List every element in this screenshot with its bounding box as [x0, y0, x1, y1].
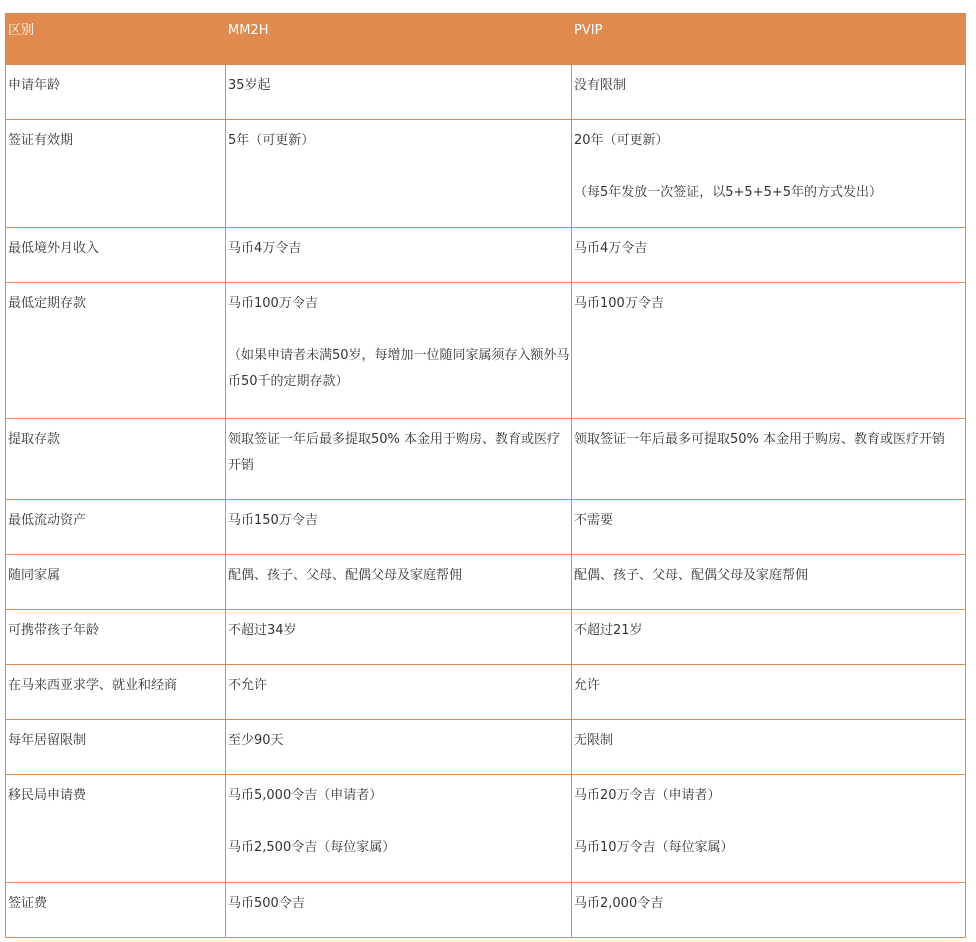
- cell-pvip-text: 不超过21岁: [574, 623, 643, 638]
- cell-mm2h: [226, 665, 572, 720]
- table-row: [6, 610, 966, 665]
- cell-label: [6, 555, 226, 610]
- cell-mm2h-text: 不超过34岁: [228, 623, 297, 638]
- cell-pvip-text: 配偶、孩子、父母、配偶父母及家庭帮佣: [574, 568, 809, 583]
- cell-pvip-text: 马币4万令吉: [574, 241, 648, 256]
- header-cell-pvip: PVIP: [572, 14, 966, 65]
- cell-pvip: [572, 665, 966, 720]
- table-row: [6, 775, 966, 883]
- cell-mm2h-text: 至少90天: [228, 733, 284, 748]
- cell-label-text: 随同家属: [8, 568, 61, 583]
- cell-mm2h-text: 5年（可更新）: [228, 133, 315, 148]
- cell-label-text: 最低境外月收入: [8, 241, 100, 256]
- paragraph-gap: [574, 809, 965, 835]
- cell-label-text: 最低定期存款: [8, 296, 87, 311]
- cell-pvip-text: 无限制: [574, 733, 614, 748]
- cell-mm2h-text: 马币4万令吉: [228, 241, 302, 256]
- table-row: [6, 283, 966, 419]
- cell-pvip-text: 马币100万令吉: [574, 296, 664, 311]
- cell-label-text: 签证有效期: [8, 133, 74, 148]
- cell-mm2h: [226, 228, 572, 283]
- cell-mm2h: [226, 720, 572, 775]
- table-row: [6, 120, 966, 228]
- cell-label: [6, 775, 226, 883]
- cell-mm2h-text: 不允许: [228, 678, 268, 693]
- cell-mm2h-text: 马币2,500令吉（每位家属）: [228, 840, 396, 855]
- cell-label: [6, 283, 226, 419]
- cell-pvip-text: 马币10万令吉（每位家属）: [574, 840, 734, 855]
- cell-pvip-text: 领取签证一年后最多可提取50% 本金用于购房、教育或医疗开销: [574, 432, 946, 447]
- table-row: [6, 419, 966, 500]
- cell-mm2h-text: 马币5,000令吉（申请者）: [228, 788, 383, 803]
- cell-pvip: [572, 500, 966, 555]
- cell-mm2h: [226, 65, 572, 120]
- cell-mm2h: [226, 500, 572, 555]
- cell-mm2h-text: 配偶、孩子、父母、配偶父母及家庭帮佣: [228, 568, 463, 583]
- cell-label-text: 提取存款: [8, 432, 61, 447]
- cell-mm2h-text: 马币500令吉: [228, 896, 305, 911]
- paragraph-gap: [228, 809, 571, 835]
- cell-label: [6, 419, 226, 500]
- cell-pvip-text: 20年（可更新）: [574, 133, 669, 148]
- cell-pvip: [572, 720, 966, 775]
- cell-label: [6, 65, 226, 120]
- cell-mm2h: [226, 775, 572, 883]
- table-row: [6, 720, 966, 775]
- cell-mm2h: [226, 883, 572, 938]
- cell-pvip-text: 没有限制: [574, 78, 627, 93]
- cell-mm2h-text: （如果申请者未满50岁，每增加一位随同家属须存入额外马币50千的定期存款）: [228, 348, 570, 389]
- cell-pvip-text: 不需要: [574, 513, 614, 528]
- table-row: [6, 883, 966, 938]
- cell-pvip: [572, 283, 966, 419]
- cell-label-text: 每年居留限制: [8, 733, 87, 748]
- cell-mm2h-text: 马币150万令吉: [228, 513, 318, 528]
- header-cell-mm2h: MM2H: [226, 14, 572, 65]
- cell-label: [6, 610, 226, 665]
- cell-label: [6, 883, 226, 938]
- cell-mm2h-text: 35岁起: [228, 78, 271, 93]
- cell-label-text: 最低流动资产: [8, 513, 87, 528]
- cell-pvip: [572, 228, 966, 283]
- table-row: [6, 228, 966, 283]
- cell-mm2h: [226, 419, 572, 500]
- cell-mm2h: [226, 610, 572, 665]
- cell-pvip: [572, 65, 966, 120]
- cell-pvip-text: 允许: [574, 678, 601, 693]
- table-row: [6, 555, 966, 610]
- cell-pvip: [572, 883, 966, 938]
- cell-label: [6, 120, 226, 228]
- cell-mm2h-text: 领取签证一年后最多提取50% 本金用于购房、教育或医疗开销: [228, 432, 561, 473]
- cell-label-text: 签证费: [8, 896, 48, 911]
- cell-pvip: [572, 419, 966, 500]
- cell-label: [6, 228, 226, 283]
- cell-pvip: [572, 120, 966, 228]
- cell-label: [6, 720, 226, 775]
- cell-pvip-text: 马币20万令吉（申请者）: [574, 788, 721, 803]
- table-body: [6, 65, 966, 938]
- table-row: [6, 500, 966, 555]
- paragraph-gap: [574, 154, 965, 180]
- table-row: [6, 65, 966, 120]
- cell-pvip-text: 马币2,000令吉: [574, 896, 664, 911]
- table-row: [6, 665, 966, 720]
- cell-label: [6, 665, 226, 720]
- comparison-table: [5, 13, 966, 938]
- paragraph-gap: [228, 317, 571, 343]
- cell-pvip-text: （每5年发放一次签证，以5+5+5+5年的方式发出）: [574, 185, 883, 200]
- cell-label: [6, 500, 226, 555]
- cell-mm2h: [226, 283, 572, 419]
- cell-pvip: [572, 775, 966, 883]
- cell-label-text: 在马来西亚求学、就业和经商: [8, 678, 178, 693]
- cell-mm2h-text: 马币100万令吉: [228, 296, 318, 311]
- cell-pvip: [572, 555, 966, 610]
- cell-label-text: 移民局申请费: [8, 788, 87, 803]
- cell-pvip: [572, 610, 966, 665]
- cell-label-text: 可携带孩子年龄: [8, 623, 100, 638]
- table-header-row: [6, 14, 966, 65]
- header-cell-criteria: 区别: [6, 14, 226, 65]
- cell-mm2h: [226, 120, 572, 228]
- cell-mm2h: [226, 555, 572, 610]
- cell-label-text: 申请年龄: [8, 78, 61, 93]
